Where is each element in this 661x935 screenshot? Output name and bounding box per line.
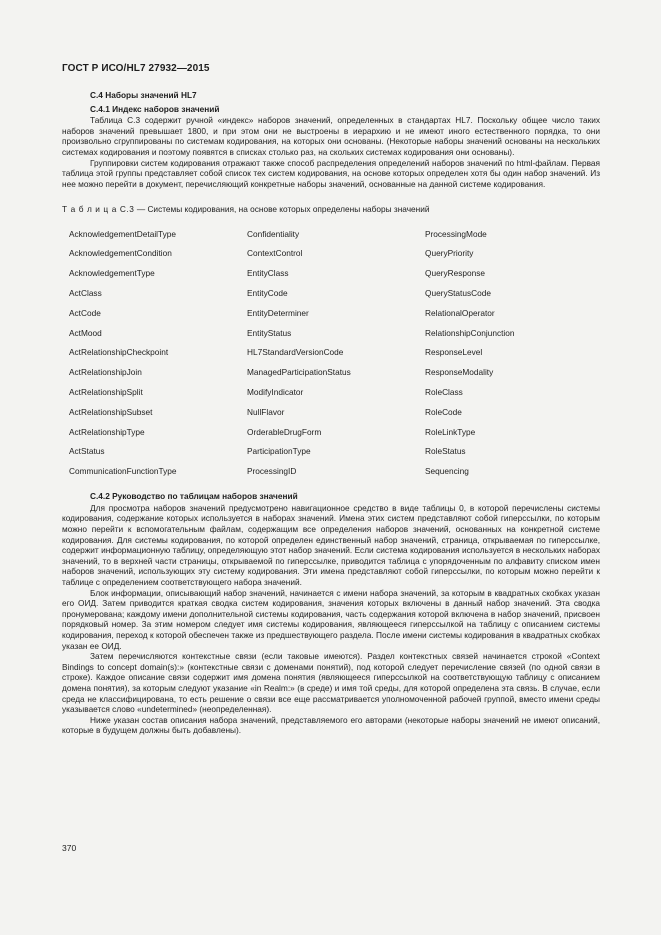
table-row: [62, 244, 600, 264]
table-row: [62, 224, 600, 244]
table-cell: ParticipationType: [247, 446, 311, 457]
table-cell: ActRelationshipCheckpoint: [69, 347, 169, 358]
table-row: [62, 462, 600, 482]
paragraph: Затем перечисляются контекстные связи (если таковые имеются). Раздел контекстных связей начинается строкой «Context Bindings to concept domain(s):» (контекстные связи с доменами понятий), под которой следует перечисление связей (по одной связи в строке). Каждое описание связи содержит имя домена понятия (являющееся гиперссылкой на соответствующую таблицу с описанием домена понятия), за которым следуют указание «in Realm:» (в среде) и имя той среды, для которой определена эта связь. В случае, если среда не классифицирована, то есть решение о связи все еще рассматривается уполномоченной рабочей группой, вместо имени среды указывается слово «undetermined» (неопределенная).: [62, 651, 600, 715]
coding-systems-table: [62, 224, 600, 481]
table-cell: ActCode: [69, 307, 101, 318]
table-cell: EntityCode: [247, 287, 288, 298]
table-row: [62, 283, 600, 303]
table-cell: ActRelationshipJoin: [69, 367, 142, 378]
table-cell: ActMood: [69, 327, 102, 338]
table-caption-text: — Системы кодирования, на основе которых определены наборы значений: [134, 204, 430, 215]
table-cell: AcknowledgementType: [69, 268, 155, 279]
table-row: [62, 363, 600, 383]
table-cell: ActStatus: [69, 446, 105, 457]
subsection-heading-guide: C.4.2 Руководство по таблицам наборов значений: [90, 491, 298, 502]
table-cell: EntityClass: [247, 268, 289, 279]
table-row: [62, 323, 600, 343]
table-cell: ModifyIndicator: [247, 386, 304, 397]
table-cell: RoleCode: [425, 406, 462, 417]
document-header: ГОСТ Р ИСО/HL7 27932—2015: [62, 63, 210, 74]
paragraph: Блок информации, описывающий набор значений, начинается с имени набора значений, за которым в квадратных скобках указан его ОИД. Затем приводится краткая сводка систем кодирования, значения которых включены в данный набор значений. Эта сводка пронумерована; каждому имени дополнительной системы кодирования, часть содержания которой включена в набор значений, присвоен порядковый номер. За этим номером следует имя системы кодирования, являющееся гиперссылкой на таблицу с описанием системы кодирования, переход к которой обеспечен также из предшествующего раздела. После имени системы кодирования в квадратных скобках указан ее ОИД.: [62, 587, 600, 651]
table-cell: ActRelationshipSplit: [69, 386, 143, 397]
table-cell: Sequencing: [425, 466, 469, 477]
table-row: [62, 422, 600, 442]
table-cell: ProcessingID: [247, 466, 297, 477]
subsection-heading-index: C.4.1 Индекс наборов значений: [90, 103, 220, 114]
table-cell: ProcessingMode: [425, 228, 487, 239]
table-cell: ResponseModality: [425, 367, 494, 378]
table-cell: RelationalOperator: [425, 307, 495, 318]
page-number: 370: [62, 843, 77, 853]
paragraph: Группировки систем кодирования отражают также способ распределения определений наборов значений по html-файлам. Первая таблица этой группы представляет собой список тех систем кодирования, на основе которых определен хотя бы один набор значений. Из нее можно перейти в документ, перечисляющий конкретные наборы значений, основанные на данной системе кодирования.: [62, 157, 600, 189]
table-row: [62, 402, 600, 422]
table-cell: EntityStatus: [247, 327, 292, 338]
paragraph: Ниже указан состав описания набора значений, представляемого его авторами (некоторые наборы значений не имеют описаний, которые в будущем должны быть добавлены).: [62, 714, 600, 736]
table-cell: HL7StandardVersionCode: [247, 347, 344, 358]
table-row: [62, 442, 600, 462]
paragraph: Для просмотра наборов значений предусмотрено навигационное средство в виде таблицы 0, в которой перечислены системы кодирования, содержание которых используется в наборах значений. Имена этих систем представляют собой гиперссылки, по которым можно перейти к вспомогательным файлам, содержащим все определения наборов значений, основанных на конкретной системе кодирования. Для системы кодирования, по которой определен единственный набор значений, страница, открываемая по гиперссылке, содержит информационную таблицу, определяющую этот набор значений. Если система кодирования используется в нескольких наборах значений, то в верхней части страницы, открываемой по гиперссылке, приводится таблица с упорядоченным по алфавиту списком имен наборов значений, использующих эту систему кодирования. Эти имена представляют собой гиперссылки, по которым можно перейти к таблице с определением соответствующего набора значений.: [62, 502, 600, 588]
table-cell: ActRelationshipSubset: [69, 406, 153, 417]
table-caption-label: Т а б л и ц а C.3: [62, 204, 135, 215]
table-cell: ResponseLevel: [425, 347, 483, 358]
table-cell: QueryPriority: [425, 248, 474, 259]
table-row: [62, 303, 600, 323]
table-cell: RoleClass: [425, 386, 463, 397]
table-cell: RoleStatus: [425, 446, 466, 457]
table-cell: ContextControl: [247, 248, 303, 259]
table-cell: Confidentiality: [247, 228, 300, 239]
table-cell: RelationshipConjunction: [425, 327, 515, 338]
table-cell: OrderableDrugForm: [247, 426, 322, 437]
page-content: [62, 90, 600, 736]
table-row: [62, 382, 600, 402]
table-cell: NullFlavor: [247, 406, 285, 417]
table-cell: QueryResponse: [425, 268, 485, 279]
table-cell: ActRelationshipType: [69, 426, 145, 437]
table-cell: AcknowledgementCondition: [69, 248, 172, 259]
table-cell: EntityDeterminer: [247, 307, 309, 318]
table-caption: [62, 204, 600, 215]
table-cell: RoleLinkType: [425, 426, 476, 437]
table-row: [62, 264, 600, 284]
paragraph: Таблица C.3 содержит ручной «индекс» наборов значений, определенных в стандартах HL7. Поскольку общее число таких наборов значений превышает 1800, и при этом они не выстроены в иерархию и не имеют иного естественного порядка, то они произвольно сгруппированы по системам кодирования, на которых они основаны. (Некоторые наборы значений основаны на нескольких системах кодирования и поэтому появятся в списках столько раз, на скольких системах кодирования они основаны).: [62, 115, 600, 157]
table-cell: AcknowledgementDetailType: [69, 228, 176, 239]
table-row: [62, 343, 600, 363]
section-heading: C.4 Наборы значений HL7: [90, 90, 197, 100]
table-cell: ActClass: [69, 287, 102, 298]
table-cell: CommunicationFunctionType: [69, 466, 177, 477]
table-cell: ManagedParticipationStatus: [247, 367, 351, 378]
table-cell: QueryStatusCode: [425, 287, 491, 298]
